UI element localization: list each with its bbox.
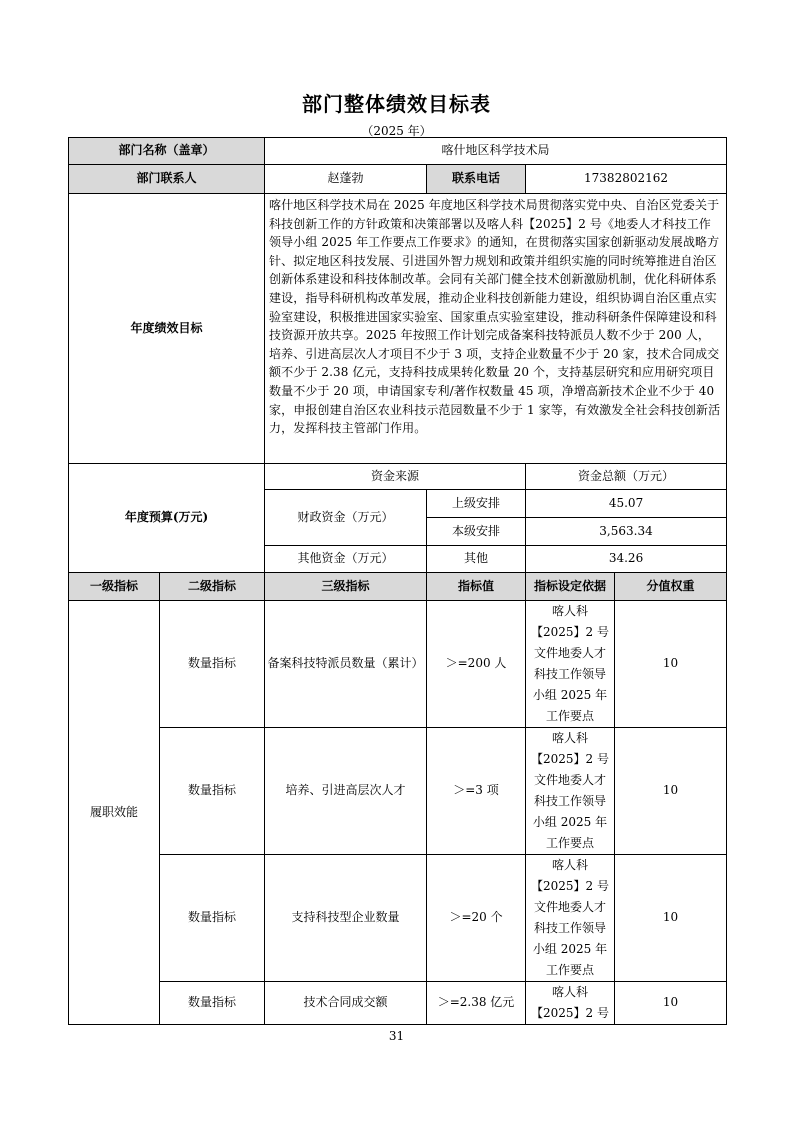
indicator-value: ＞=3 项: [427, 728, 526, 855]
basis-line: 【2025】2 号: [531, 1006, 610, 1020]
page-title: 部门整体绩效目标表: [302, 92, 491, 116]
budget-total-header: 资金总额（万元）: [526, 464, 727, 490]
indicator-row: [69, 855, 727, 982]
dept-name-label: 部门名称（盖章）: [69, 138, 265, 165]
basis-line: 文件地委人才: [534, 900, 607, 914]
other-label: 其他: [427, 546, 526, 573]
basis-cell: [526, 855, 615, 982]
basis-line: 工作要点: [546, 709, 595, 723]
indicator-row: [69, 982, 727, 1025]
upper-arrangement-value: 45.07: [526, 490, 727, 518]
other-value: 34.26: [526, 546, 727, 573]
basis-cell: [526, 601, 615, 728]
basis-line: 文件地委人才: [534, 646, 607, 660]
header-level3: 三级指标: [265, 573, 427, 601]
fiscal-funds-label: 财政资金（万元）: [265, 490, 427, 546]
basis-line: 小组 2025 年: [532, 688, 608, 702]
basis-line: 喀人科: [552, 985, 589, 999]
basis-line: 小组 2025 年: [532, 815, 608, 829]
indicator-value: ＞=200 人: [427, 601, 526, 728]
basis-line: 【2025】2 号: [531, 752, 610, 766]
performance-table: [68, 137, 727, 1025]
basis-line: 喀人科: [552, 858, 589, 872]
level2-cell: 数量指标: [160, 728, 265, 855]
basis-line: 科技工作领导: [534, 794, 607, 808]
year-label: （2025 年）: [361, 124, 432, 138]
level2-cell: 数量指标: [160, 855, 265, 982]
weight-cell: 10: [615, 982, 727, 1025]
header-level1: 一级指标: [69, 573, 160, 601]
level2-cell: 数量指标: [160, 982, 265, 1025]
level3-cell: 培养、引进高层次人才: [265, 728, 427, 855]
basis-line: 科技工作领导: [534, 921, 607, 935]
budget-label: 年度预算(万元): [69, 464, 265, 573]
basis-line: 工作要点: [546, 963, 595, 977]
level3-cell: 技术合同成交额: [265, 982, 427, 1025]
basis-line: 【2025】2 号: [531, 625, 610, 639]
basis-line: 文件地委人才: [534, 773, 607, 787]
basis-line: 工作要点: [546, 836, 595, 850]
budget-source-header: 资金来源: [265, 464, 526, 490]
weight-cell: 10: [615, 728, 727, 855]
basis-line: 小组 2025 年: [532, 942, 608, 956]
goal-label: 年度绩效目标: [69, 194, 265, 464]
header-value: 指标值: [427, 573, 526, 601]
basis-line: 【2025】2 号: [531, 879, 610, 893]
level2-cell: 数量指标: [160, 601, 265, 728]
basis-line: 科技工作领导: [534, 667, 607, 681]
indicator-value: ＞=20 个: [427, 855, 526, 982]
basis-cell: [526, 982, 615, 1025]
basis-cell: [526, 728, 615, 855]
level3-cell: 支持科技型企业数量: [265, 855, 427, 982]
dept-name-value: 喀什地区科学技术局: [265, 138, 727, 165]
basis-line: 喀人科: [552, 604, 589, 618]
local-arrangement-label: 本级安排: [427, 518, 526, 546]
weight-cell: 10: [615, 601, 727, 728]
contact-value: 赵蓬勃: [265, 165, 427, 194]
local-arrangement-value: 3,563.34: [526, 518, 727, 546]
header-weight: 分值权重: [615, 573, 727, 601]
other-funds-label: 其他资金（万元）: [265, 546, 427, 573]
indicator-row: [69, 601, 727, 728]
phone-label: 联系电话: [427, 165, 526, 194]
level3-cell: 备案科技特派员数量（累计）: [265, 601, 427, 728]
page-number: 31: [388, 1029, 405, 1043]
phone-value: 17382802162: [526, 165, 727, 194]
basis-line: 喀人科: [552, 731, 589, 745]
indicator-row: [69, 728, 727, 855]
header-level2: 二级指标: [160, 573, 265, 601]
weight-cell: 10: [615, 855, 727, 982]
upper-arrangement-label: 上级安排: [427, 490, 526, 518]
level1-cell: 履职效能: [69, 601, 160, 1025]
indicator-value: ＞=2.38 亿元: [427, 982, 526, 1025]
contact-label: 部门联系人: [69, 165, 265, 194]
goal-text: 喀什地区科学技术局在 2025 年度地区科学技术局贯彻落实党中央、自治区党委关于科技创新工作的方针政策和决策部署以及喀人科【2025】2 号《地委人才科技工作领导小组 2025 年工作要点工作要求》的通知，在贯彻落实国家创新驱动发展战略方针、拟定地区科技发展、引进国外智力规划和政策并组织实施的同时统筹推进自治区创新体系建设和科技体制改革。会同有关部门健全技术创新激励机制，优化科研体系建设，指导科研机构改革发展，推动企业科技创新能力建设，组织协调自治区重点实验室建设，积极推进国家实验室、国家重点实验室建设，推动科研条件保障建设和科技资源开放共享。2025 年按照工作计划完成备案科技特派员人数不少于 200 人，培养、引进高层次人才项目不少于 3 项，支持企业数量不少于 20 家，技术合同成交额不少于 2.38 亿元，支持科技成果转化数量 20 个，支持基层研究和应用研究项目数量不少于 20 项，申请国家专利/著作权数量 45 项，净增高新技术企业不少于 40 家，申报创建自治区农业科技示范园数量不少于 1 家等，有效激发全社会科技创新活力，发挥科技主管部门作用。: [265, 194, 727, 464]
header-basis: 指标设定依据: [526, 573, 615, 601]
